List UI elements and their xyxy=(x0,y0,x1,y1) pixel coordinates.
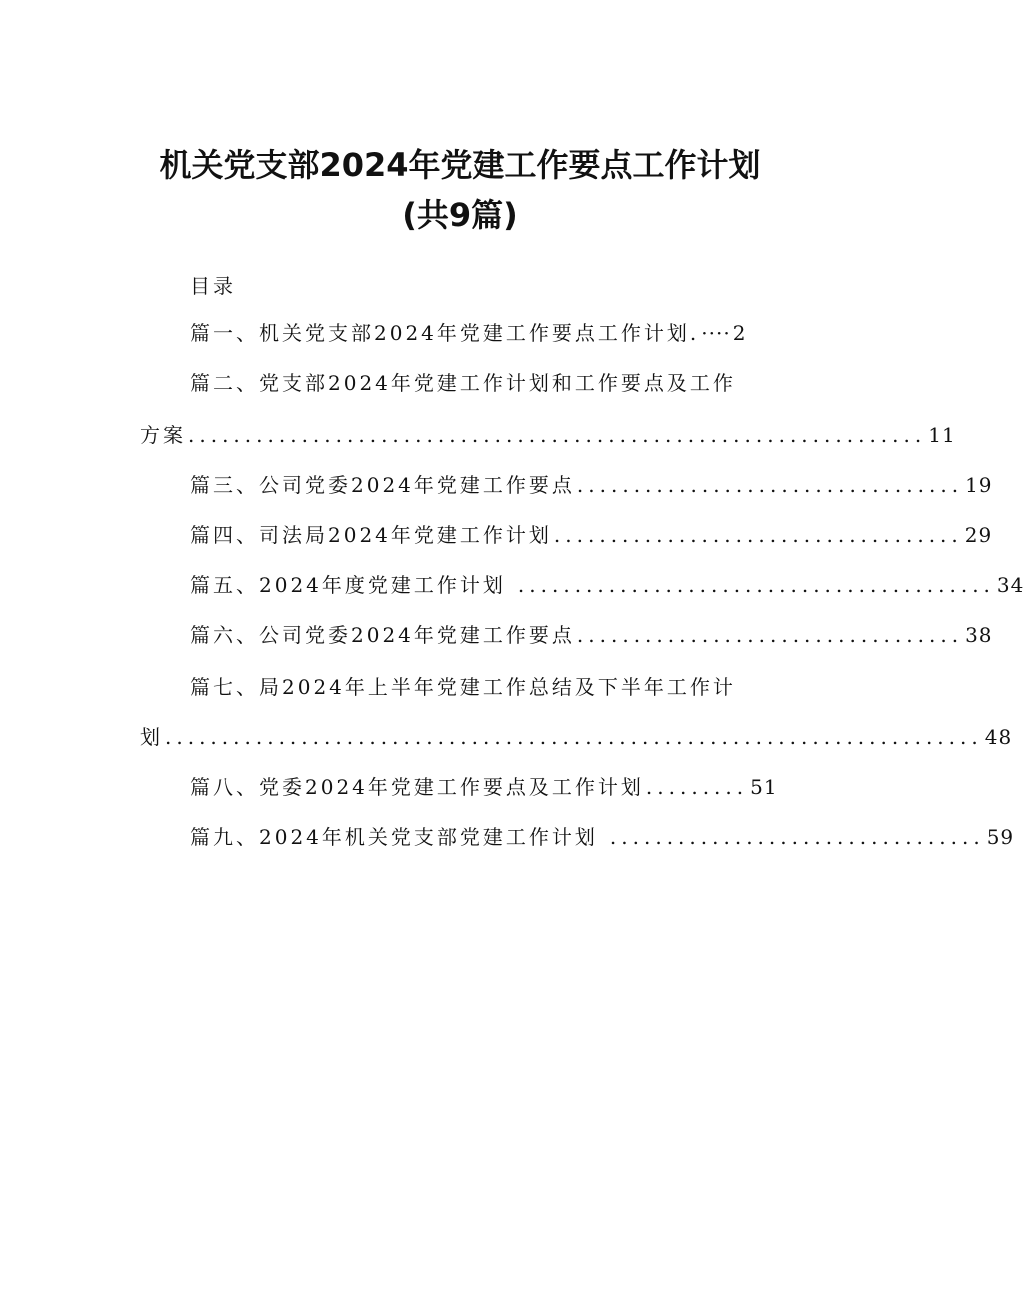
toc-entry[interactable] xyxy=(190,672,780,702)
toc-entry-continuation[interactable] xyxy=(140,722,1013,752)
toc-entry-title: 篇八、党委2024年党建工作要点及工作计划 xyxy=(190,775,644,799)
toc-entry-continuation[interactable] xyxy=(140,420,956,450)
toc-page-number: 51 xyxy=(750,775,778,799)
toc-entry[interactable] xyxy=(190,620,993,650)
toc-leader-dots: ................................................................. xyxy=(188,423,927,447)
document-title: 机关党支部2024年党建工作要点工作计划 xyxy=(159,146,761,184)
toc-leader-dots: ........................................................................ xyxy=(165,725,983,749)
toc-leader-dots: .................................... xyxy=(553,523,963,547)
toc-entry[interactable] xyxy=(190,368,780,398)
toc-page-number: 38 xyxy=(965,623,993,647)
toc-page-number: 34 xyxy=(996,573,1024,597)
toc-leader-dots: .................................. xyxy=(576,473,964,497)
document-subtitle: (共9篇) xyxy=(402,196,518,234)
toc-entry[interactable] xyxy=(190,318,770,348)
toc-leader-dots: ......... xyxy=(645,775,749,799)
toc-entry-title: 篇七、局2024年上半年党建工作总结及下半年工作计 xyxy=(190,675,736,699)
toc-leader-dots: ................................. xyxy=(609,825,985,849)
toc-page-number: 48 xyxy=(984,725,1013,749)
toc-heading: 目录 xyxy=(190,274,236,298)
toc-leader-dots: .................................. xyxy=(576,623,964,647)
toc-page-number: 11 xyxy=(928,423,956,447)
toc-leader-dots: .......................................... xyxy=(517,573,995,597)
toc-entry[interactable] xyxy=(190,520,993,550)
toc-page-number: 59 xyxy=(986,825,1015,849)
toc-entry-title: 篇二、党支部2024年党建工作计划和工作要点及工作 xyxy=(190,371,736,395)
toc-entry-title: 划 xyxy=(140,725,163,749)
toc-entry-title: 篇三、公司党委2024年党建工作要点 xyxy=(190,473,575,497)
toc-entry[interactable] xyxy=(190,570,1024,600)
toc-entry[interactable] xyxy=(190,772,778,802)
toc-page-number: 29 xyxy=(964,523,993,547)
toc-page-number: 2 xyxy=(732,321,747,345)
toc-entry[interactable] xyxy=(190,470,993,500)
toc-page-number: 19 xyxy=(965,473,993,497)
toc-entry[interactable] xyxy=(190,822,1015,852)
toc-entry-title: 篇一、机关党支部2024年党建工作要点工作计划. xyxy=(190,321,700,345)
toc-entry-title: 篇五、2024年度党建工作计划 xyxy=(190,573,506,597)
toc-entry-title: 方案 xyxy=(140,423,186,447)
toc-entry-title: 篇四、司法局2024年党建工作计划 xyxy=(190,523,552,547)
toc-entry-title: 篇六、公司党委2024年党建工作要点 xyxy=(190,623,575,647)
toc-leader-dots: ···· xyxy=(701,321,731,345)
toc-entry-title: 篇九、2024年机关党支部党建工作计划 xyxy=(190,825,598,849)
